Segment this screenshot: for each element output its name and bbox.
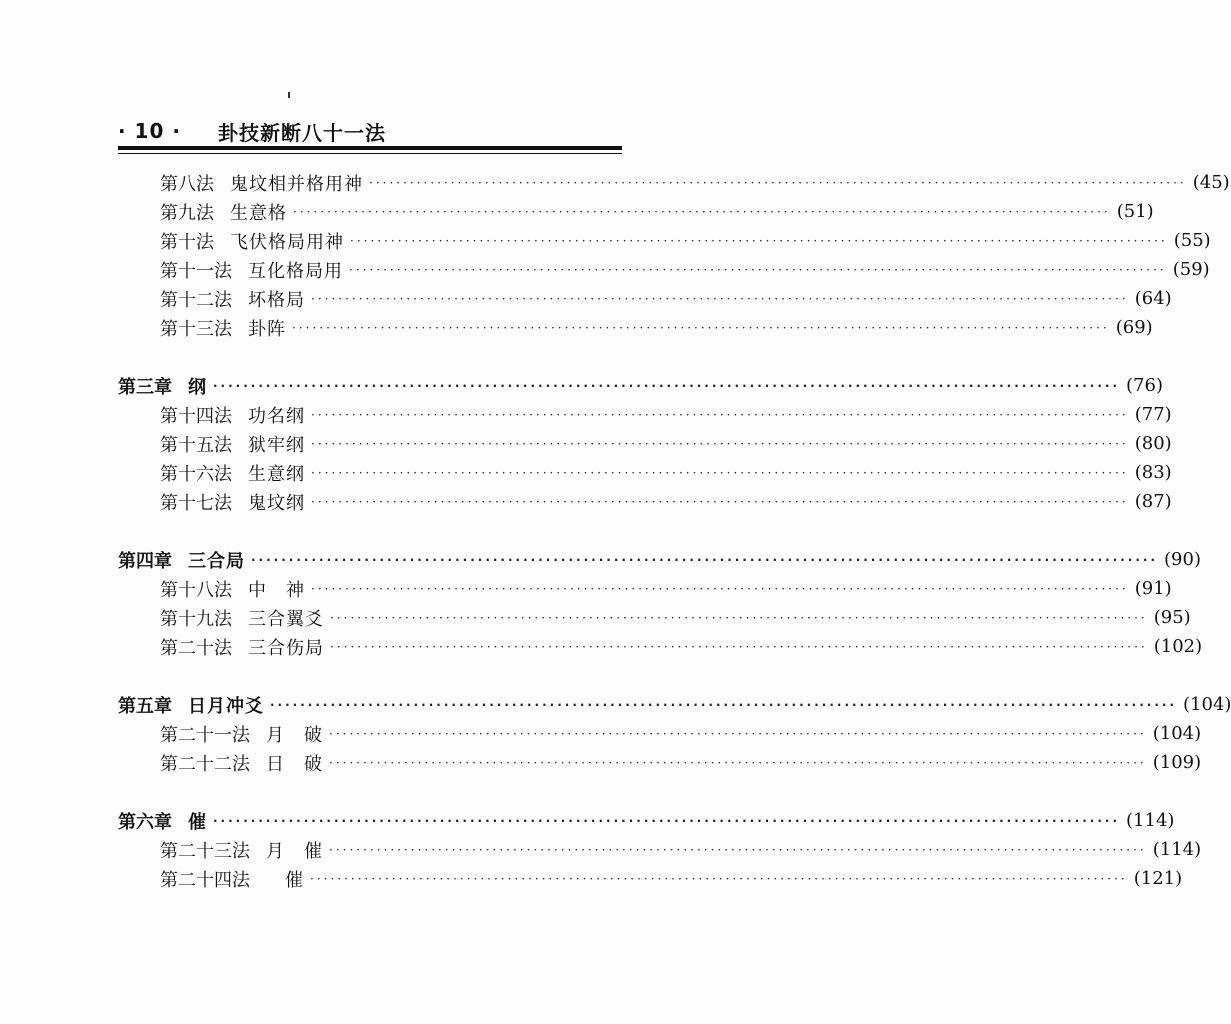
method-number: 第二十四法 xyxy=(160,869,250,891)
method-title: 三合伤局 xyxy=(248,637,324,659)
page-ref: (64) xyxy=(1134,288,1172,309)
method-title: 催 xyxy=(266,869,304,891)
chapter-title: 日月冲爻 xyxy=(188,695,264,717)
method-title: 鬼坟纲 xyxy=(248,492,305,514)
header-rule-thin xyxy=(118,153,622,154)
book-title: 卦技新断八十一法 xyxy=(218,120,386,145)
toc-method-row xyxy=(0,487,1172,516)
toc-method-row xyxy=(0,864,1183,893)
toc-method-row xyxy=(0,168,1230,197)
method-number: 第十三法 xyxy=(160,318,232,340)
method-number: 第十四法 xyxy=(160,405,232,427)
method-title: 月 催 xyxy=(266,840,323,862)
page-ref: (91) xyxy=(1134,578,1172,599)
page-ref: (80) xyxy=(1134,433,1172,454)
page-ref: (121) xyxy=(1133,868,1183,889)
dot-leader: ························································································································ xyxy=(369,175,1187,190)
page-ref: (114) xyxy=(1126,810,1175,831)
toc-method-row xyxy=(0,719,1202,748)
toc-method-row xyxy=(0,400,1172,429)
method-number: 第十法 xyxy=(160,231,214,253)
method-number: 第二十法 xyxy=(160,637,232,659)
page-ref: (83) xyxy=(1134,462,1172,483)
page-ref: (114) xyxy=(1152,839,1202,860)
chapter-number: 第六章 xyxy=(118,811,172,833)
method-title: 卦阵 xyxy=(248,318,286,340)
dot-leader: ························································································································ xyxy=(311,581,1129,596)
dot-leader: ························································································································ xyxy=(270,697,1178,712)
method-number: 第十八法 xyxy=(160,579,232,601)
dot-leader: ························································································································ xyxy=(310,871,1128,886)
method-number: 第二十二法 xyxy=(160,753,250,775)
chapter-title: 催 xyxy=(188,811,207,833)
dot-leader: ························································································································ xyxy=(329,726,1147,741)
scan-speck xyxy=(288,92,290,98)
dot-leader: ························································································································ xyxy=(350,233,1168,248)
toc-method-row xyxy=(0,603,1191,632)
toc-method-row xyxy=(0,255,1210,284)
dot-leader: ························································································································ xyxy=(311,407,1129,422)
dot-leader: ························································································································ xyxy=(293,204,1111,219)
toc-method-row xyxy=(0,574,1172,603)
chapter-title: 纲 xyxy=(188,376,207,398)
chapter-number: 第三章 xyxy=(118,376,172,398)
method-title: 日 破 xyxy=(266,753,323,775)
page-ref: (76) xyxy=(1126,375,1163,396)
method-title: 生意纲 xyxy=(248,463,305,485)
page-ref: (51) xyxy=(1116,201,1154,222)
method-title: 鬼坟相并格用神 xyxy=(230,173,363,195)
page-ref: (77) xyxy=(1134,404,1172,425)
page-ref: (90) xyxy=(1164,549,1201,570)
method-title: 三合翼爻 xyxy=(248,608,324,630)
toc-method-row xyxy=(0,458,1172,487)
method-number: 第二十一法 xyxy=(160,724,250,746)
toc-method-row xyxy=(0,197,1154,226)
method-number: 第九法 xyxy=(160,202,214,224)
method-number: 第十二法 xyxy=(160,289,232,311)
method-number: 第十九法 xyxy=(160,608,232,630)
page-ref: (59) xyxy=(1172,259,1210,280)
dot-leader: ························································································································ xyxy=(292,320,1110,335)
method-title: 中 神 xyxy=(248,579,305,601)
chapter-number: 第五章 xyxy=(118,695,172,717)
page-ref: (109) xyxy=(1152,752,1202,773)
dot-leader: ························································································································ xyxy=(330,639,1148,654)
method-number: 第十五法 xyxy=(160,434,232,456)
method-number: 第八法 xyxy=(160,173,214,195)
dot-leader: ························································································································ xyxy=(329,842,1147,857)
page-ref: (104) xyxy=(1183,694,1231,715)
page-ref: (45) xyxy=(1192,172,1230,193)
method-title: 狱牢纲 xyxy=(248,434,305,456)
method-number: 第十六法 xyxy=(160,463,232,485)
dot-leader: ························································································································ xyxy=(329,755,1147,770)
dot-leader: ························································································································ xyxy=(311,436,1129,451)
chapter-number: 第四章 xyxy=(118,550,172,572)
toc-method-row xyxy=(0,313,1153,342)
dot-leader: ························································································································ xyxy=(251,552,1159,567)
method-number: 第十七法 xyxy=(160,492,232,514)
page-number: · 10 · xyxy=(118,119,181,143)
method-title: 生意格 xyxy=(230,202,287,224)
dot-leader: ························································································································ xyxy=(311,465,1129,480)
method-title: 功名纲 xyxy=(248,405,305,427)
chapter-title: 三合局 xyxy=(188,550,245,572)
toc-method-row xyxy=(0,748,1202,777)
page-ref: (104) xyxy=(1152,723,1202,744)
method-title: 互化格局用 xyxy=(248,260,343,282)
dot-leader: ························································································································ xyxy=(213,813,1121,828)
toc-method-row xyxy=(0,226,1211,255)
method-number: 第二十三法 xyxy=(160,840,250,862)
method-number: 第十一法 xyxy=(160,260,232,282)
dot-leader: ························································································································ xyxy=(311,494,1129,509)
dot-leader: ························································································································ xyxy=(213,378,1121,393)
method-title: 月 破 xyxy=(266,724,323,746)
toc-method-row xyxy=(0,632,1203,661)
toc-chapter-row xyxy=(0,690,1231,719)
page-ref: (69) xyxy=(1115,317,1153,338)
page-header xyxy=(118,116,622,146)
toc-chapter-row xyxy=(0,806,1175,835)
header-rule-thick xyxy=(118,146,622,150)
dot-leader: ························································································································ xyxy=(311,291,1129,306)
toc-method-row xyxy=(0,284,1172,313)
page-ref: (102) xyxy=(1153,636,1203,657)
page-ref: (55) xyxy=(1173,230,1211,251)
toc-chapter-row xyxy=(0,545,1201,574)
dot-leader: ························································································································ xyxy=(349,262,1167,277)
method-title: 坏格局 xyxy=(248,289,305,311)
method-title: 飞伏格局用神 xyxy=(230,231,344,253)
toc-chapter-row xyxy=(0,371,1163,400)
dot-leader: ························································································································ xyxy=(330,610,1148,625)
toc-method-row xyxy=(0,835,1202,864)
page-ref: (87) xyxy=(1134,491,1172,512)
toc-method-row xyxy=(0,429,1172,458)
page-ref: (95) xyxy=(1153,607,1191,628)
